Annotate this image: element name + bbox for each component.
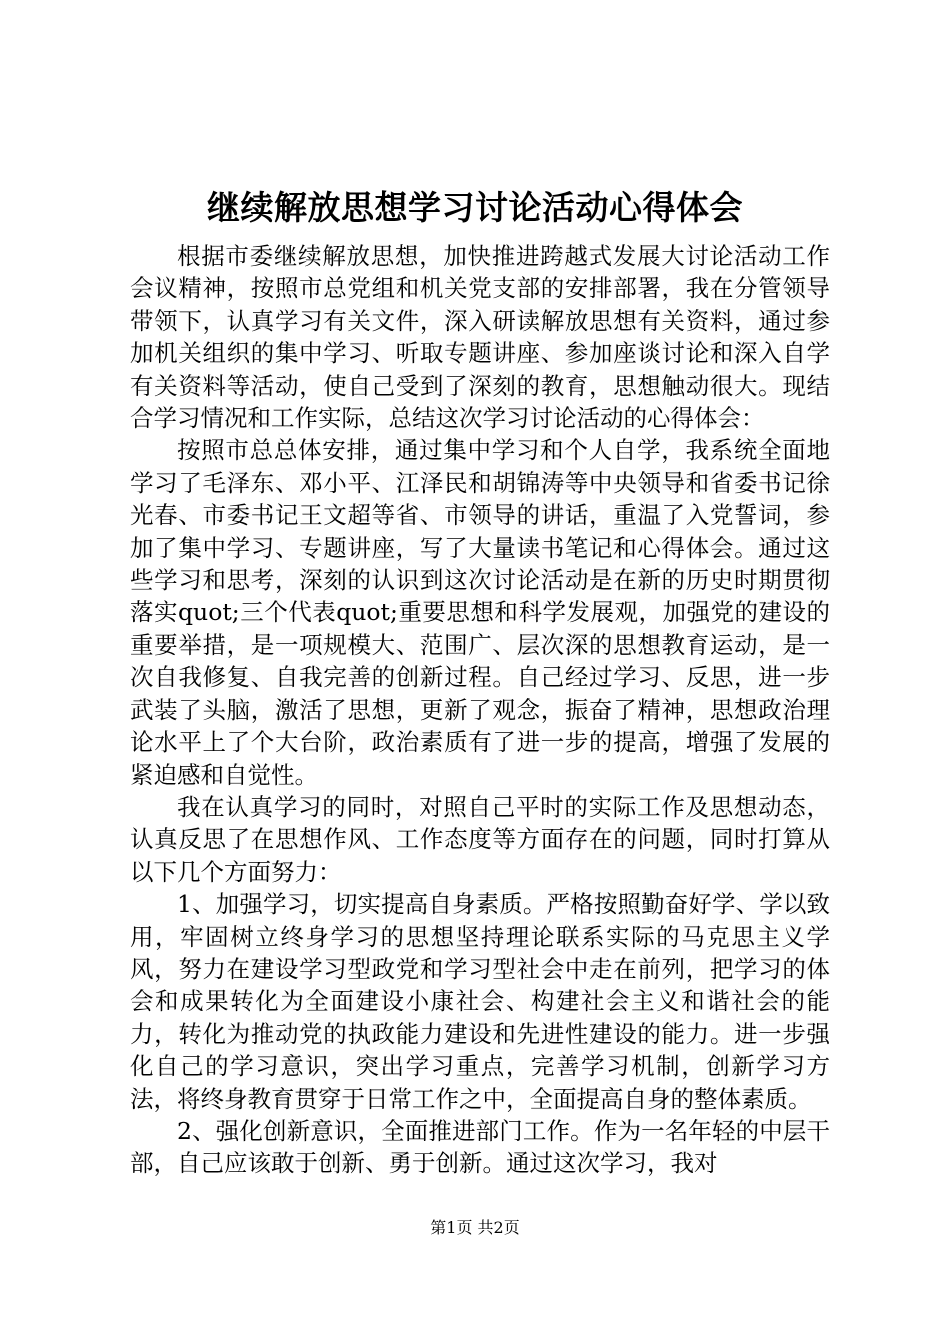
document-title: 继续解放思想学习讨论活动心得体会 xyxy=(207,188,743,227)
paragraph-point-1: 1、加强学习，切实提高自身素质。严格按照勤奋好学、学以致用，牢固树立终身学习的思想坚持理论联系实际的马克思主义学风，努力在建设学习型政党和学习型社会中走在前列，把学习的体会和成果转化为全面建设小康社会、构建社会主义和谐社会的能力，转化为推动党的执政能力建设和先进性建设的能力。进一步强化自己的学习意识，突出学习重点，完善学习机制，创新学习方法，将终身教育贯穿于日常工作之中，全面提高自身的整体素质。 xyxy=(130,890,830,1113)
paragraph-point-2: 2、强化创新意识，全面推进部门工作。作为一名年轻的中层干部，自己应该敢于创新、勇于创新。通过这次学习，我对 xyxy=(130,1116,830,1178)
paragraph-intro: 根据市委继续解放思想，加快推进跨越式发展大讨论活动工作会议精神，按照市总党组和机关党支部的安排部署，我在分管领导带领下，认真学习有关文件，深入研读解放思想有关资料，通过参加机关组织的集中学习、听取专题讲座、参加座谈讨论和深入自学有关资料等活动，使自己受到了深刻的教育，思想触动很大。现结合学习情况和工作实际，总结这次学习讨论活动的心得体会： xyxy=(130,242,830,433)
page-number-footer: 第1页 共2页 xyxy=(430,1218,520,1237)
document-body xyxy=(130,240,830,1180)
paragraph-study: 按照市总总体安排，通过集中学习和个人自学，我系统全面地学习了毛泽东、邓小平、江泽民和胡锦涛等中央领导和省委书记徐光春、市委书记王文超等省、市领导的讲话，重温了入党誓词，参加了集中学习、专题讲座，写了大量读书笔记和心得体会。通过这些学习和思考，深刻的认识到这次讨论活动是在新的历史时期贯彻落实quot;三个代表quot;重要思想和科学发展观，加强党的建设的重要举措，是一项规模大、范围广、层次深的思想教育运动，是一次自我修复、自我完善的创新过程。自己经过学习、反思，进一步武装了头脑，激活了思想，更新了观念，振奋了精神，思想政治理论水平上了个大台阶，政治素质有了进一步的提高，增强了发展的紧迫感和自觉性。 xyxy=(130,436,830,789)
paragraph-reflection: 我在认真学习的同时，对照自己平时的实际工作及思想动态，认真反思了在思想作风、工作态度等方面存在的问题，同时打算从以下几个方面努力： xyxy=(130,792,830,886)
